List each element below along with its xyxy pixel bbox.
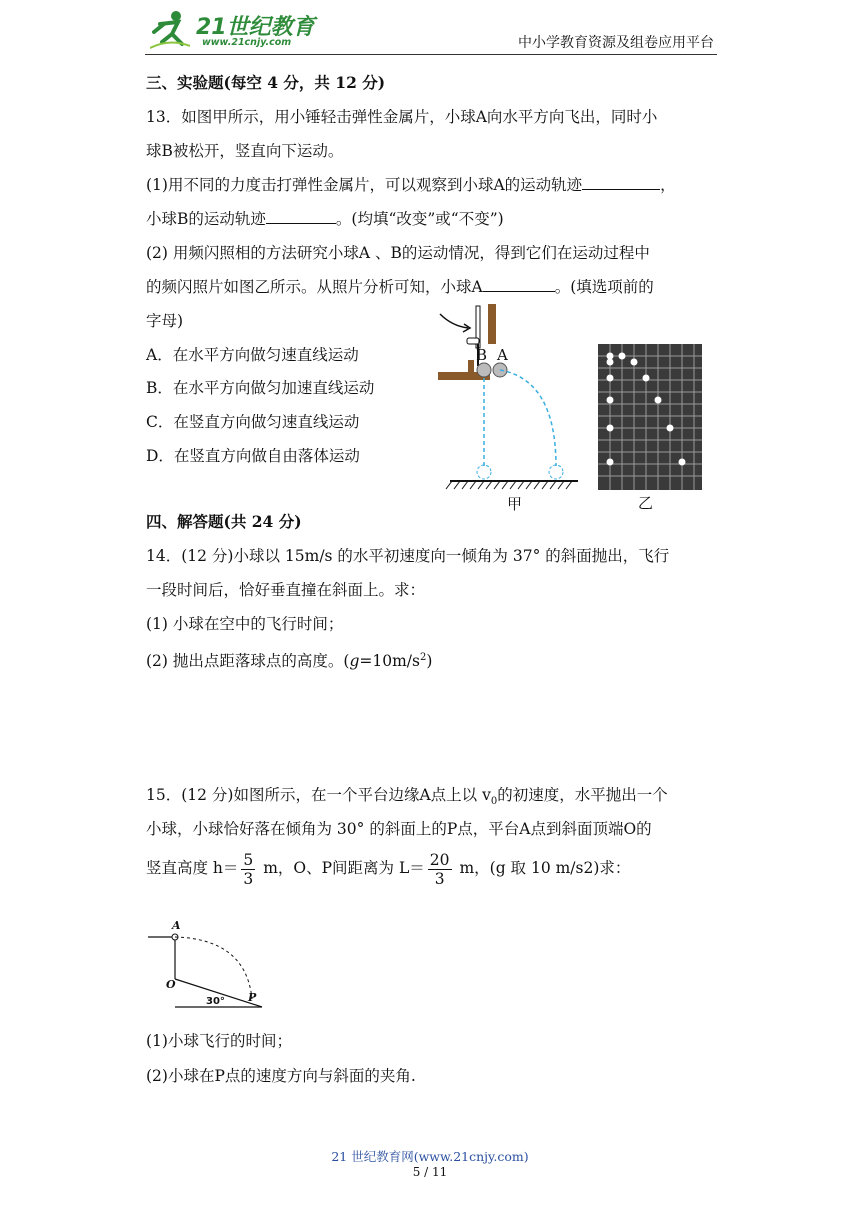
hammer-swing-arrow: [440, 314, 468, 328]
label-o: O: [166, 978, 176, 991]
label-a: A: [172, 919, 181, 932]
q13-part1-text-b: 小球B的运动轨迹: [146, 210, 266, 228]
projectile-path: [175, 937, 252, 999]
fraction-l-num: 20: [429, 850, 450, 869]
q13-option-d: D．在竖直方向做自由落体运动: [146, 447, 360, 465]
label-yi: 乙: [638, 494, 654, 512]
q14-sub2: [146, 648, 432, 671]
fraction-h: [241, 851, 255, 888]
fraction-l-den: 3: [434, 869, 445, 888]
q13-part1-line-a: [146, 175, 676, 195]
answer-blank-1[interactable]: [582, 189, 660, 190]
trajectory-a: [500, 370, 556, 466]
section-answer-title: 四、解答题(共 24 分): [146, 512, 302, 531]
q15-line3: [146, 850, 630, 888]
q13-option-b: B．在水平方向做匀加速直线运动: [146, 379, 375, 397]
q14-sub1: (1) 小球在空中的飞行时间；: [146, 615, 344, 633]
q13-part2-line-c: 字母): [146, 312, 184, 330]
q13-part1-end-b: 。(均填“改变”或“不变”): [335, 210, 504, 228]
q15-line3-mid: m，O、P间距离为 L＝: [258, 859, 425, 877]
q15-figure: [140, 915, 280, 1015]
q13-part2-text-b: 的频闪照片如图乙所示。从照片分析可知，小球A: [146, 278, 483, 296]
logo-url: www.21cnjy.com: [202, 37, 292, 48]
q15-sub1: (1)小球飞行的时间；: [146, 1032, 292, 1050]
q13-part2-end-b: 。(填选项前的: [554, 278, 654, 296]
q13-part2-line-a: (2) 用频闪照相的方法研究小球A 、B的运动情况，得到它们在运动过程中: [146, 244, 650, 262]
ball-b: [477, 363, 491, 377]
q13-option-c: C．在竖直方向做匀速直线运动: [146, 413, 360, 431]
fraction-h-num: 5: [243, 850, 254, 869]
logo: [150, 8, 320, 50]
q13-part2-line-b: [146, 277, 654, 297]
q14-sub2-exp: 2: [419, 652, 427, 663]
fraction-l: [428, 851, 452, 888]
q13-line1: 13．如图甲所示，用小锤轻击弹性金属片，小球A向水平方向飞出，同时小: [146, 108, 658, 126]
footer-site[interactable]: 21 世纪教育网(www.21cnjy.com): [331, 1149, 529, 1164]
q15-sub2: (2)小球在P点的速度方向与斜面的夹角.: [146, 1067, 416, 1085]
label-p: P: [248, 991, 257, 1004]
logo-text: 21世纪教育: [196, 15, 315, 40]
footer-page-number: 5 / 11: [412, 1165, 448, 1179]
section-experiment-title: 三、实验题(每空 4 分，共 12 分): [146, 73, 386, 92]
q14-line2: 一段时间后，恰好垂直撞在斜面上。求：: [146, 581, 426, 599]
figure-yi: [596, 344, 706, 514]
q15-line3-pre: 竖直高度 h＝: [146, 859, 239, 877]
q13-part1-end-a: ，: [660, 176, 676, 194]
label-ball-b: B: [476, 346, 488, 364]
flash-photo: [598, 344, 702, 490]
q14-line1: 14．(12 分)小球以 15m/s 的水平初速度向一倾角为 37° 的斜面抛出，飞行: [146, 547, 670, 565]
runner-logo-icon: [150, 8, 190, 50]
q13-part1-line-b: [146, 209, 504, 229]
q15-line1-pre: 15．(12 分)如图所示，在一个平台边缘A点上以 v: [146, 786, 491, 804]
q14-sub2-g: g: [349, 652, 360, 671]
q15-line1-post: 的初速度，水平抛出一个: [497, 786, 668, 804]
answer-blank-3[interactable]: [483, 291, 555, 292]
q14-sub2-text: (2) 抛出点距落球点的高度。(: [146, 652, 350, 671]
answer-blank-2[interactable]: [266, 223, 336, 224]
fraction-h-den: 3: [243, 869, 254, 888]
q15-line3-post: m，(g 取 10 m/s2)求：: [454, 859, 631, 877]
q13-part1-text-a: (1)用不同的力度击打弹性金属片，可以观察到小球A的运动轨迹: [146, 176, 583, 194]
q15-line2: 小球，小球恰好落在倾角为 30° 的斜面上的P点，平台A点到斜面顶端O的: [146, 820, 652, 838]
q15-v0-sub: 0: [490, 796, 498, 808]
label-angle: 30°: [206, 996, 225, 1007]
header-right-text: 中小学教育资源及组卷应用平台: [518, 35, 714, 51]
label-ball-a: A: [497, 346, 508, 364]
q15-line1: [146, 785, 668, 812]
label-jia: 甲: [507, 495, 523, 513]
figure-jia: [430, 300, 590, 515]
q14-sub2-val: =10m/s: [359, 652, 420, 671]
q14-sub2-end: ): [426, 652, 433, 671]
q13-line2: 球B被松开，竖直向下运动。: [146, 142, 344, 160]
q13-option-a: A．在水平方向做匀速直线运动: [146, 346, 359, 364]
header-rule: [145, 54, 717, 55]
